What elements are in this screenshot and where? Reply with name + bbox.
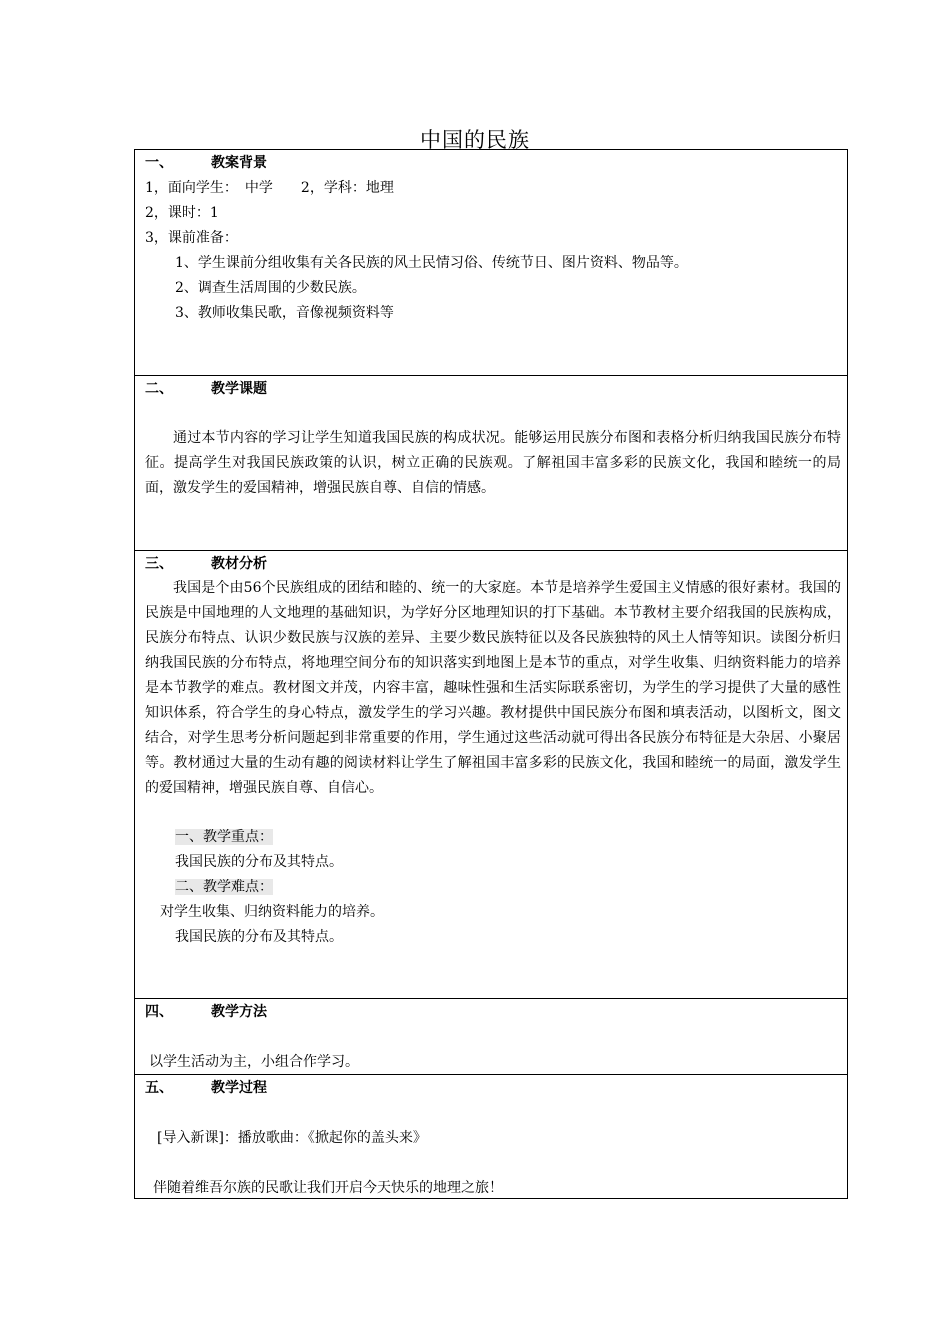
key-point-text: 我国民族的分布及其特点。 [175,854,343,870]
section-header [145,1002,267,1022]
section-heading: 教材分析 [211,556,267,572]
topic-paragraph: 通过本节内容的学习让学生知道我国民族的构成状况。能够运用民族分布图和表格分析归纳我国民族分布特征。提高学生对我国民族政策的认识，树立正确的民族观。了解祖国丰富多彩的民族文化，我国和睦统一的局面，激发学生的爱国精神，增强民族自尊、自信的情感。 [145,430,841,496]
section-number: 二、 [145,381,173,397]
section-background [135,150,847,375]
process-text: 伴随着维吾尔族的民歌让我们开启今天快乐的地理之旅！ [153,1180,503,1196]
audience-subject-line: 1，面向学生： 中学 2，学科：地理 [145,180,394,196]
difficulty-text: 我国民族的分布及其特点。 [175,929,343,945]
preparation-item: 2、调查生活周围的少数民族。 [175,280,366,296]
section-teaching-method [135,998,847,1075]
page-title: 中国的民族 [420,128,530,152]
section-header [145,554,267,574]
section-number: 三、 [145,556,173,572]
section-header [145,153,267,173]
class-hours-line: 2，课时：1 [145,205,219,221]
section-heading: 教学方法 [211,1004,267,1020]
analysis-paragraph: 我国是个由56个民族组成的团结和睦的、统一的大家庭。本节是培养学生爱国主义情感的很好素材。我国的民族是中国地理的人文地理的基础知识，为学好分区地理知识的打下基础。本节教材主要介绍我国的民族构成，民族分布特点、认识少数民族与汉族的差异、主要少数民族特征以及各民族独特的风土人情等知识。读图分析归纳我国民族的分布特点，将地理空间分布的知识落实到地图上是本节的重点，对学生收集、归纳资料能力的培养是本节教学的难点。教材图文并茂，内容丰富，趣味性强和生活实际联系密切，为学生的学习提供了大量的感性知识体系，符合学生的身心特点，激发学生的学习兴趣。教材提供中国民族分布图和填表活动，以图析文，图文结合，对学生思考分析问题起到非常重要的作用，学生通过这些活动就可得出各民族分布特征是大杂居、小聚居等。教材通过大量的生动有趣的阅读材料让学生了解祖国丰富多彩的民族文化，我国和睦统一的局面，激发学生的爱国精神，增强民族自尊、自信心。 [145,580,841,796]
preparation-line: 3，课前准备： [145,230,238,246]
section-heading: 教学课题 [211,381,267,397]
section-header [145,1078,267,1098]
section-number: 四、 [145,1004,173,1020]
intro-text: [导入新课]：播放歌曲：《掀起你的盖头来》 [157,1130,427,1146]
preparation-item: 1、学生课前分组收集有关各民族的风土民情习俗、传统节日、图片资料、物品等。 [175,255,688,271]
key-point-label: 一、教学重点： [175,829,273,845]
section-material-analysis [135,550,847,999]
section-header [145,379,267,399]
preparation-item: 3、教师收集民歌，音像视频资料等 [175,305,394,321]
section-heading: 教学过程 [211,1080,267,1096]
section-topic [135,375,847,551]
lesson-plan-table [134,149,848,1199]
difficulty-text: 对学生收集、归纳资料能力的培养。 [160,904,384,920]
section-number: 五、 [145,1080,173,1096]
section-number: 一、 [145,155,173,171]
section-teaching-process [135,1074,847,1199]
difficulty-label: 二、教学难点： [175,879,273,895]
section-heading: 教案背景 [211,155,267,171]
method-text: 以学生活动为主，小组合作学习。 [149,1054,359,1070]
